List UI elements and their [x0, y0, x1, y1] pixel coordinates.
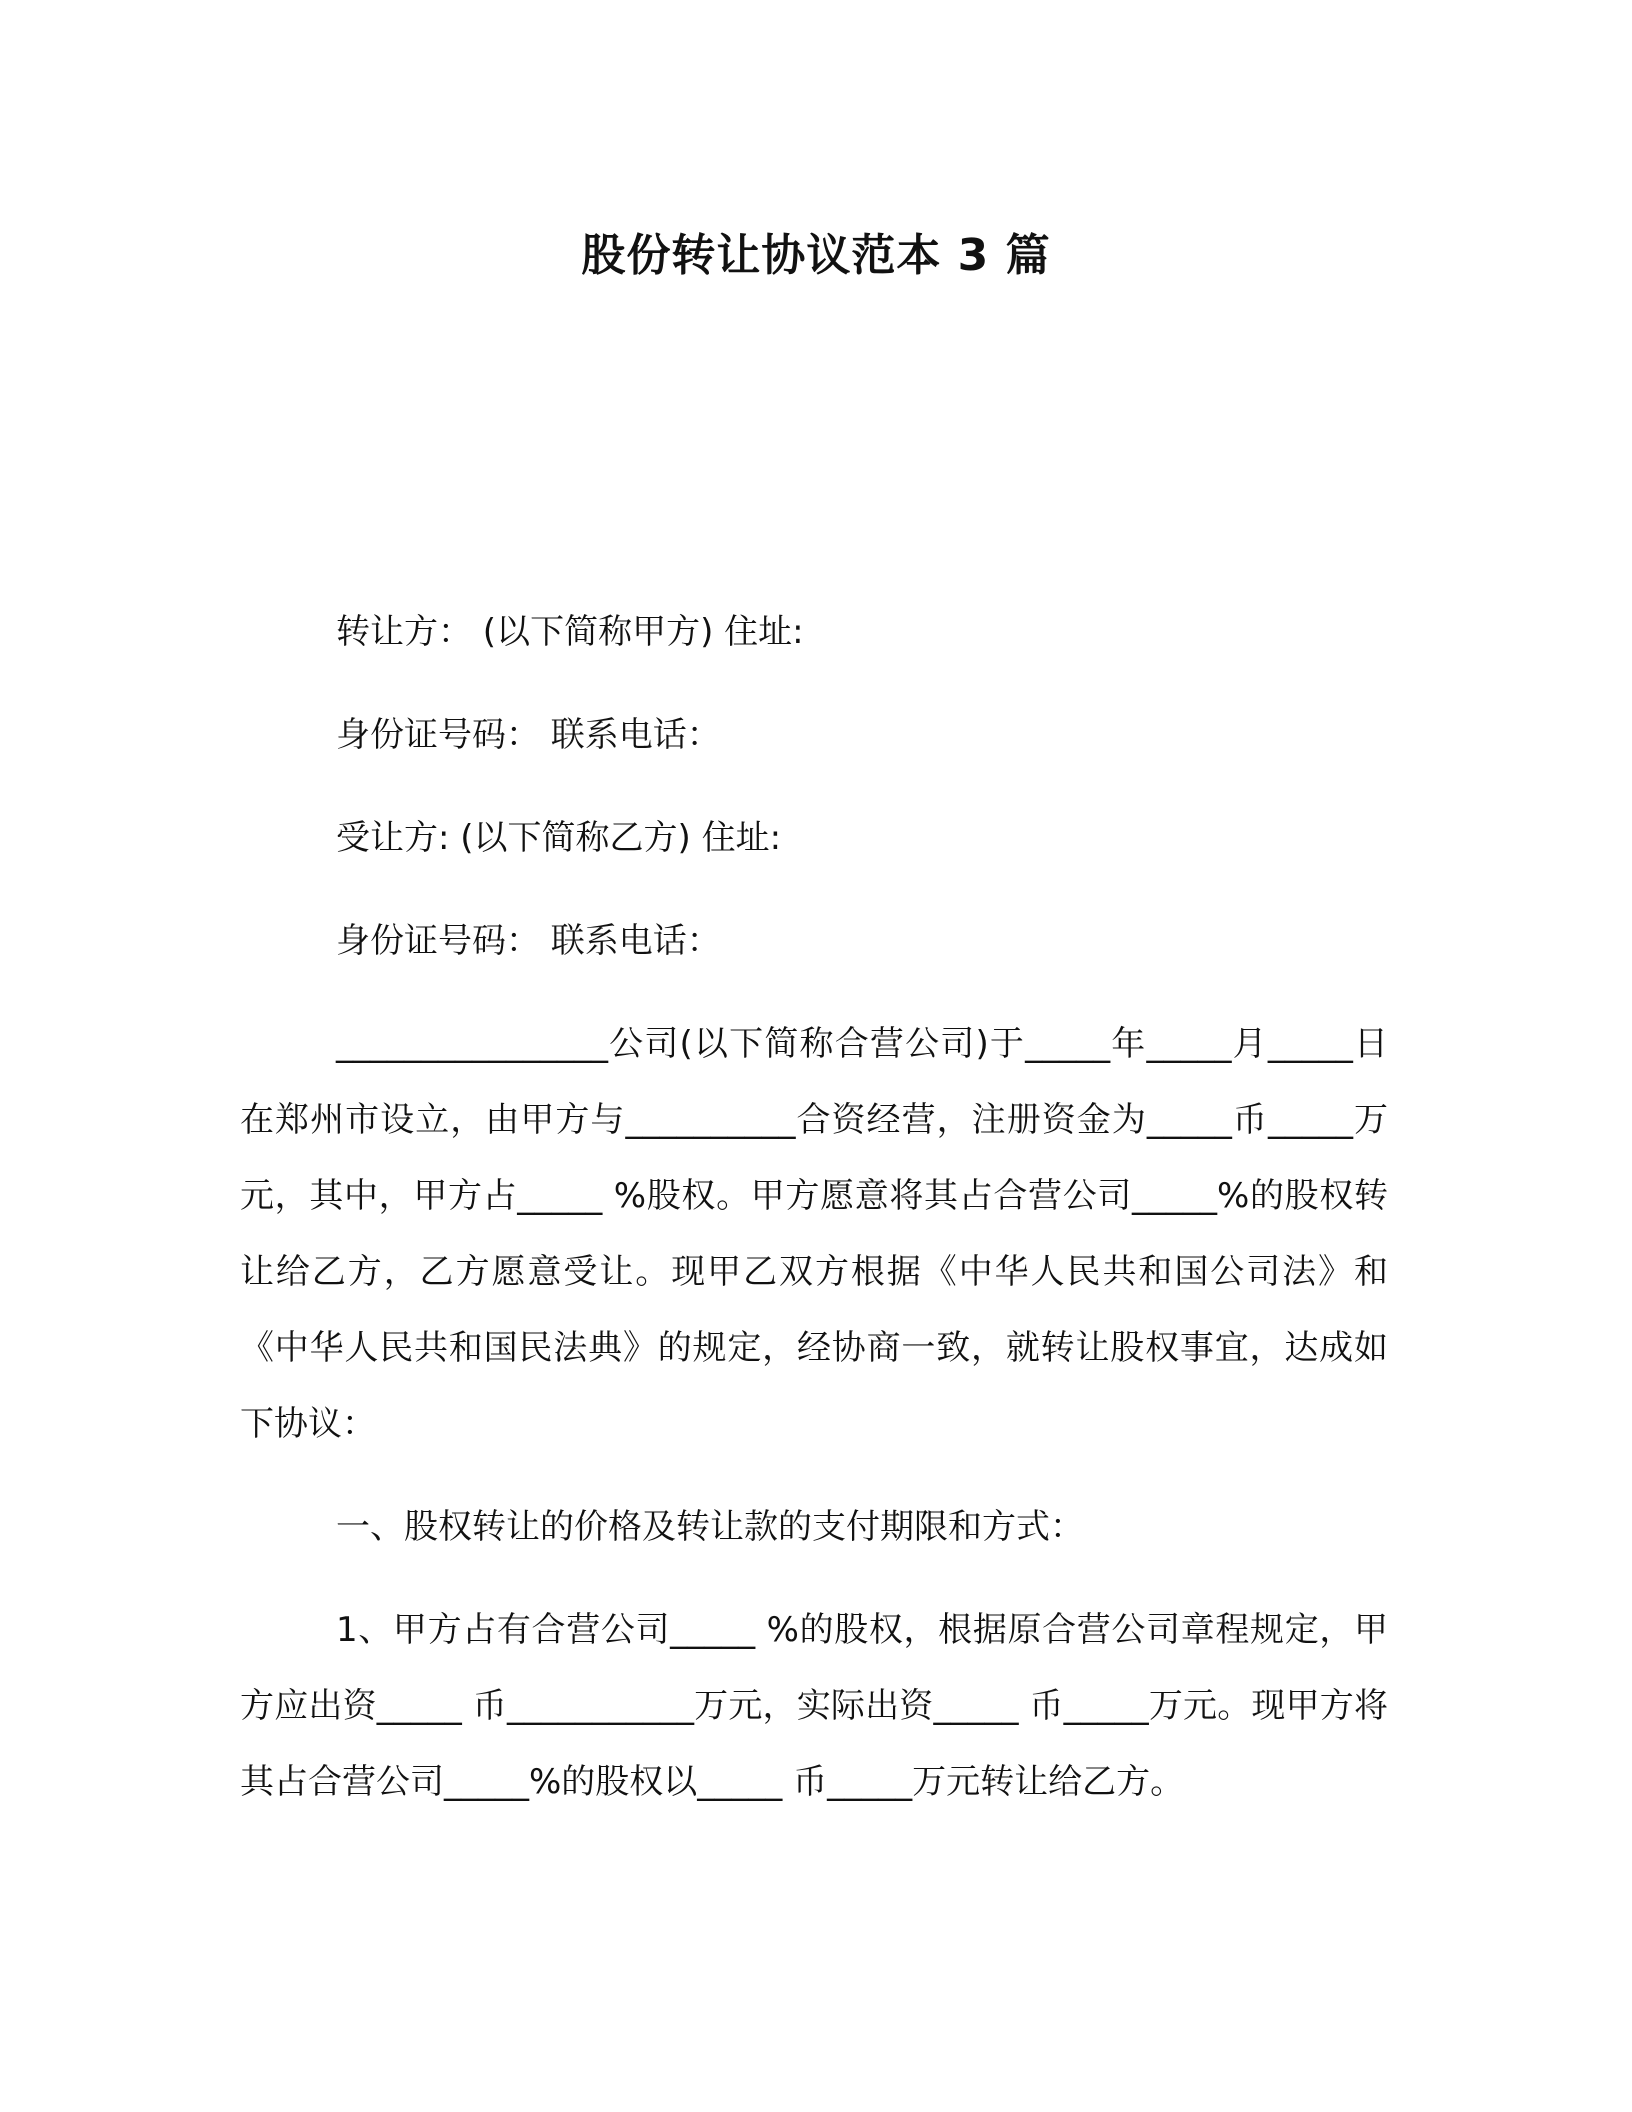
transferee-id-line: 身份证号码： 联系电话： — [336, 921, 721, 961]
document-title: 股份转让协议范本 3 篇 — [581, 230, 1051, 281]
company-intro-paragraph: ________________公司(以下简称合营公司)于_____年_____月_____日在郑州市设立，由甲方与__________合资经营，注册资金为_____币_____万元，其中，甲方占_____ %股权。甲方愿意将其占合营公司_____%的股权转让给乙方，乙方愿意受让。现甲乙双方根据《中华人民共和国公司法》和《中华人民共和国民法典》的规定，经协商一致，就转让股权事宜，达成如下协议： — [240, 1024, 1388, 1444]
transferee-line: 受让方: (以下简称乙方) 住址: — [336, 818, 782, 858]
document-body — [240, 594, 1388, 1847]
section-heading-price-payment: 一、股权转让的价格及转让款的支付期限和方式： — [336, 1507, 1084, 1547]
transferor-line: 转让方： (以下简称甲方) 住址: — [336, 612, 804, 652]
clause-1-paragraph: 1、甲方占有合营公司_____ %的股权，根据原合营公司章程规定，甲方应出资_____ 币___________万元，实际出资_____ 币_____万元。现甲方将其占合营公司_____%的股权以_____ 币_____万元转让给乙方。 — [240, 1610, 1388, 1802]
transferor-id-line: 身份证号码： 联系电话： — [336, 715, 721, 755]
